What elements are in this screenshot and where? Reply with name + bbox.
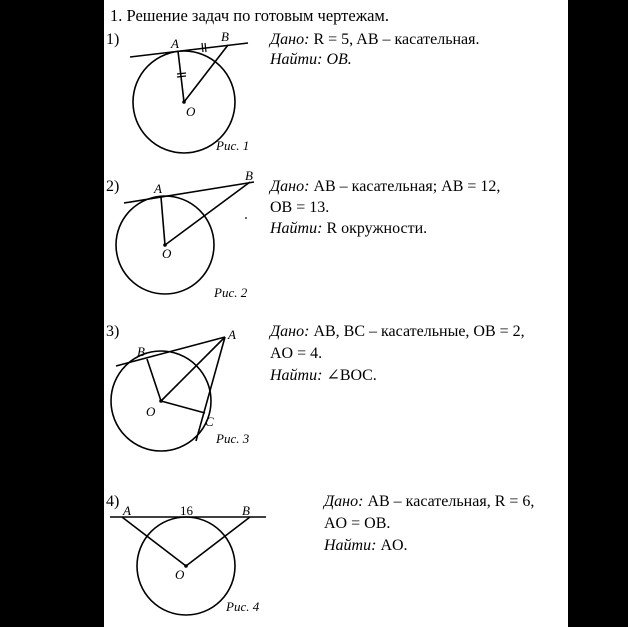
figure-3-caption: Рис. 3 xyxy=(216,431,250,446)
figure-2-radius-oa xyxy=(161,197,165,245)
figure-2-stray-dot xyxy=(245,217,247,219)
figure-1-tick-oa xyxy=(177,73,186,74)
figure-3-center-dot xyxy=(159,399,163,403)
problem-3-given-cont: AO = 4. xyxy=(270,345,323,362)
geometry-figures xyxy=(104,0,568,627)
figure-4-label-b: B xyxy=(242,503,250,518)
figure-4-length-label: 16 xyxy=(180,503,193,518)
figure-1-label-b: B xyxy=(221,29,229,44)
problem-1-find: Найти: OB. xyxy=(270,51,352,68)
figure-4-caption: Рис. 4 xyxy=(226,599,260,614)
figure-3-tangent-ab xyxy=(116,337,225,366)
worksheet-heading: 1. Решение задач по готовым чертежам. xyxy=(110,6,390,25)
figure-3-label-c: C xyxy=(205,414,214,429)
worksheet-page xyxy=(104,0,568,627)
problem-2-given: Дано: AB – касательная; AB = 12, xyxy=(270,178,501,195)
problem-3-find: Найти: ∠BOC. xyxy=(270,367,377,384)
problem-2-given-cont: OB = 13. xyxy=(270,199,330,216)
problem-4-find: Найти: AO. xyxy=(324,537,408,554)
figure-2-label-a: A xyxy=(154,181,162,196)
problem-2-find: Найти: R окружности. xyxy=(270,220,428,237)
figure-4-segment-oa xyxy=(122,517,186,566)
figure-2-label-b: B xyxy=(245,168,253,183)
problem-4-given: Дано: AB – касательная, R = 6, xyxy=(324,493,535,510)
figure-4-segment-ob xyxy=(186,517,250,566)
problem-1-given: Дано: R = 5, AB – касательная. xyxy=(270,31,480,48)
problem-4-number: 4) xyxy=(106,493,120,510)
problem-2-number: 2) xyxy=(106,178,120,195)
figure-2-label-o: O xyxy=(162,246,172,261)
figure-3-label-a: A xyxy=(228,327,236,342)
figure-3-label-b: B xyxy=(137,344,145,359)
figure-1-label-o: O xyxy=(186,104,196,119)
problem-3-given: Дано: AB, BC – касательные, OB = 2, xyxy=(270,323,525,340)
figure-2-segment-ob xyxy=(165,182,250,245)
figure-1-caption: Рис. 1 xyxy=(216,138,250,153)
figure-2-caption: Рис. 2 xyxy=(214,285,248,300)
problem-3-number: 3) xyxy=(106,323,120,340)
figure-4-label-a: A xyxy=(123,503,131,518)
figure-3-radius-oc xyxy=(161,401,205,413)
figure-3 xyxy=(111,337,225,451)
figure-4-label-o: O xyxy=(175,567,185,582)
problem-4-given-cont: AO = OB. xyxy=(324,515,391,532)
figure-1-tick-ab xyxy=(202,43,203,52)
figure-1-label-a: A xyxy=(171,36,179,51)
figure-2 xyxy=(116,182,254,294)
problem-1-number: 1) xyxy=(106,31,120,48)
figure-1-tick-oa-2 xyxy=(177,76,186,77)
figure-3-radius-ob xyxy=(147,359,161,401)
figure-3-label-o: O xyxy=(146,404,156,419)
figure-1 xyxy=(130,43,248,153)
figure-1-tick-ab-2 xyxy=(205,43,206,52)
figure-1-tangent-line xyxy=(130,43,248,57)
figure-4-center-dot xyxy=(184,564,188,568)
figure-1-segment-ob xyxy=(184,45,228,102)
